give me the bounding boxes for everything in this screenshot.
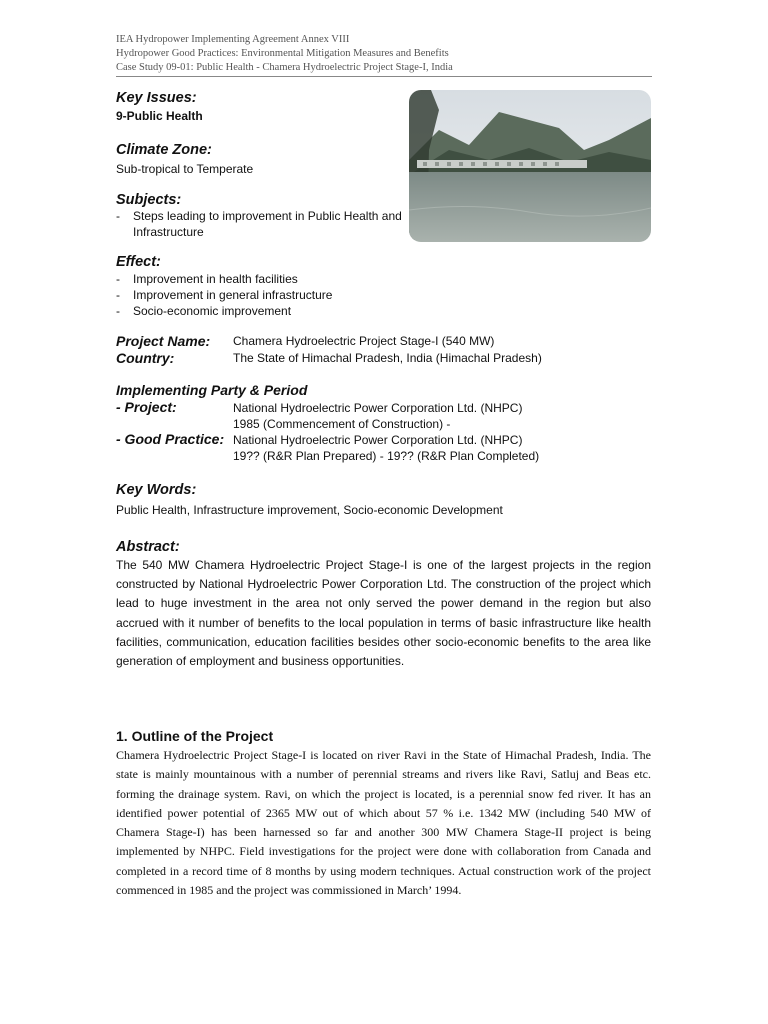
- list-item: - Improvement in health facilities: [116, 271, 416, 287]
- list-item: - Improvement in general infrastructure: [116, 287, 416, 303]
- abstract-text: The 540 MW Chamera Hydroelectric Project Stage-I is one of the largest projects in the region constructed by National Hydroelectric Power Corporation Ltd. The construction of the project which lead to huge investment in the area not only served the power demand in the region but also accrued with it number of benefits to the local population in terms of basic infrastructure like health facilities, communication, education facilities besides other socio-economic benefits to the area like generation of employment and business opportunities.: [116, 558, 651, 669]
- subjects-list: [116, 208, 406, 240]
- climate-zone-heading: Climate Zone:: [116, 142, 212, 158]
- project-name-label: Project Name:: [116, 333, 211, 349]
- header-divider: [116, 76, 652, 77]
- dam-photo: [409, 90, 651, 242]
- implementing-heading: Implementing Party & Period: [116, 382, 308, 398]
- implementing-gp-period: 19?? (R&R Plan Prepared) - 19?? (R&R Plan Completed): [233, 449, 540, 463]
- country-value: The State of Himachal Pradesh, India (Himachal Pradesh): [233, 351, 542, 365]
- country-label: Country:: [116, 350, 175, 366]
- implementing-gp-label: - Good Practice:: [116, 431, 225, 447]
- effect-heading: Effect:: [116, 254, 161, 270]
- implementing-project-party: National Hydroelectric Power Corporation Ltd. (NHPC): [233, 401, 523, 415]
- key-words-heading: Key Words:: [116, 482, 197, 498]
- section-1-title: 1. Outline of the Project: [116, 728, 274, 744]
- project-name-value: Chamera Hydroelectric Project Stage-I (540 MW): [233, 334, 495, 348]
- header-line-3: Case Study 09-01: Public Health - Chamera Hydroelectric Project Stage-I, India: [116, 62, 453, 73]
- key-issues-heading: Key Issues:: [116, 90, 197, 106]
- header-line-1: IEA Hydropower Implementing Agreement Annex VIII: [116, 34, 350, 45]
- key-issues-value: 9-Public Health: [116, 109, 203, 123]
- list-item: - Steps leading to improvement in Public Health and Infrastructure: [116, 208, 406, 240]
- abstract-heading: Abstract:: [116, 539, 180, 555]
- list-item: - Socio-economic improvement: [116, 303, 416, 319]
- running-header: [116, 33, 453, 75]
- climate-zone-value: Sub-tropical to Temperate: [116, 162, 254, 176]
- header-line-2: Hydropower Good Practices: Environmental Mitigation Measures and Benefits: [116, 48, 449, 59]
- implementing-gp-party: National Hydroelectric Power Corporation Ltd. (NHPC): [233, 433, 523, 447]
- effect-list: [116, 271, 416, 319]
- implementing-project-period: 1985 (Commencement of Construction) -: [233, 417, 451, 431]
- key-words-value: Public Health, Infrastructure improvement, Socio-economic Development: [116, 503, 503, 517]
- implementing-project-label: - Project:: [116, 399, 177, 415]
- section-1-text: Chamera Hydroelectric Project Stage-I is located on river Ravi in the State of Himachal Pradesh, India. The state is mainly mountainous with a number of perennial streams and rivers like Ravi, Satluj and Beas etc. forming the drainage system. Ravi, on which the project is located, is a perennial snow fed river. It has an identified power potential of 2365 MW out of which about 57 % i.e. 1342 MW (including 540 MW of Chamera Stage-I) has been harnessed so far and another 300 MW Chamera Stage-II project is being implemented by NHPC. Field investigations for the project were done with collaboration from Canada and completed in a record time of 8 months by using modern techniques. Actual construction work of the project commenced in 1985 and the project was commissioned in March’ 1994.: [116, 748, 651, 898]
- subjects-heading: Subjects:: [116, 192, 182, 208]
